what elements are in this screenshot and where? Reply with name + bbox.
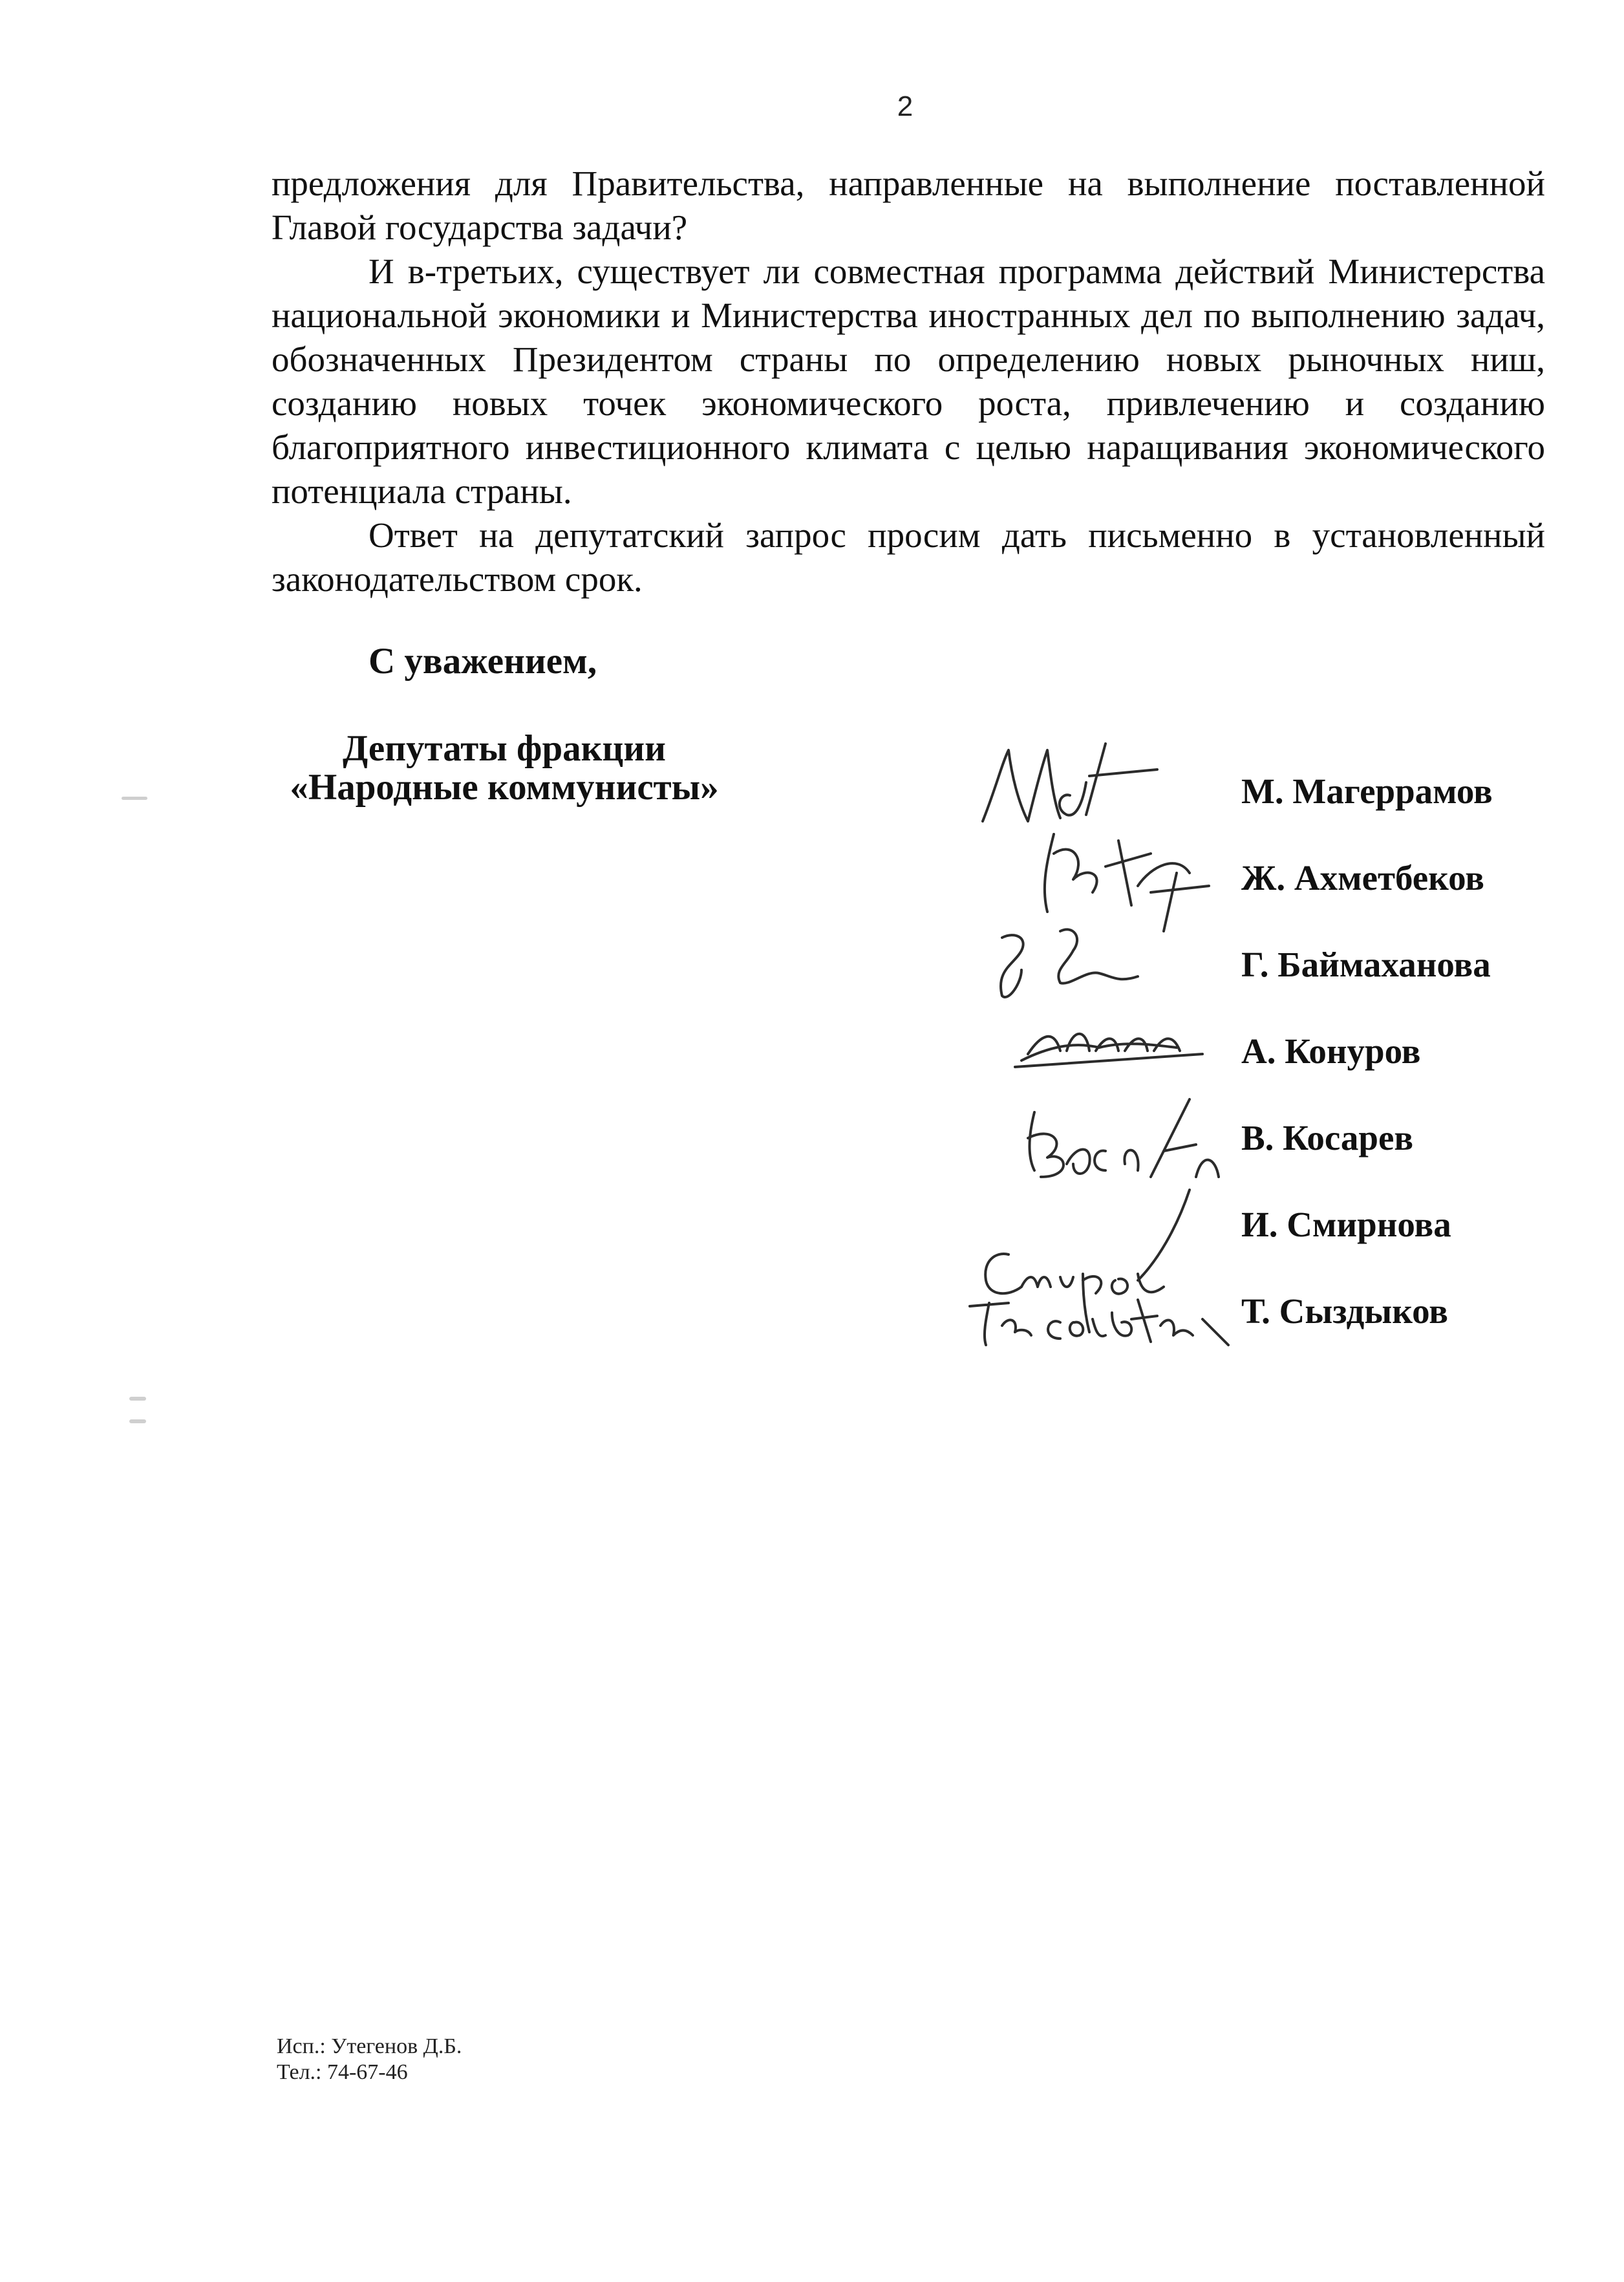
faction-block xyxy=(265,729,743,807)
signatory-name: А. Конуров xyxy=(1241,1031,1421,1071)
signature-konurov xyxy=(1015,1034,1202,1067)
paragraph: И в-третьих, существует ли совместная программа действий Министерства национальной экономики и Министерства иностранных дел по выполнению задач, обозначенных Президентом страны по определению новых рыночных ниш, созданию новых точек экономического роста, привлечению и созданию благоприятного инвестиционного климата с целью наращивания экономического потенциала страны. xyxy=(272,252,1545,511)
signature-kosarev xyxy=(1028,1099,1219,1280)
signatory-name: Г. Баймаханова xyxy=(1241,945,1491,984)
signatory-name: В. Косарев xyxy=(1241,1118,1414,1157)
signatory-name: И. Смирнова xyxy=(1241,1205,1451,1244)
page-number: 2 xyxy=(897,91,914,122)
signatory-name: Ж. Ахметбеков xyxy=(1241,858,1484,898)
signature-akhmetbekov xyxy=(1045,834,1209,931)
signatory-name: Т. Сыздыков xyxy=(1241,1291,1449,1331)
phone-line: Тел.: 74-67-46 xyxy=(277,2060,408,2084)
scan-artifact xyxy=(129,1419,146,1423)
scan-artifact xyxy=(129,1397,146,1401)
body-text xyxy=(272,162,1545,601)
scan-artifact xyxy=(122,797,147,800)
signature-syzdykov xyxy=(970,1300,1228,1345)
paragraph: предложения для Правительства, направленные на выполнение поставленной Главой государства задачи? xyxy=(272,164,1545,247)
signature-magerramov xyxy=(983,744,1157,821)
paragraph: Ответ на депутатский запрос просим дать письменно в установленный законодательством срок. xyxy=(272,515,1545,599)
faction-name: «Народные коммунисты» xyxy=(290,767,719,808)
handwritten-signatures xyxy=(957,724,1267,1358)
signature-baimakhanova xyxy=(1001,929,1138,997)
signatory-name: М. Магеррамов xyxy=(1241,771,1493,811)
closing-salutation: С уважением, xyxy=(369,641,597,682)
document-footer xyxy=(277,2034,462,2085)
faction-line: Депутаты фракции xyxy=(342,728,667,769)
executor-line: Исп.: Утегенов Д.Б. xyxy=(277,2034,462,2058)
